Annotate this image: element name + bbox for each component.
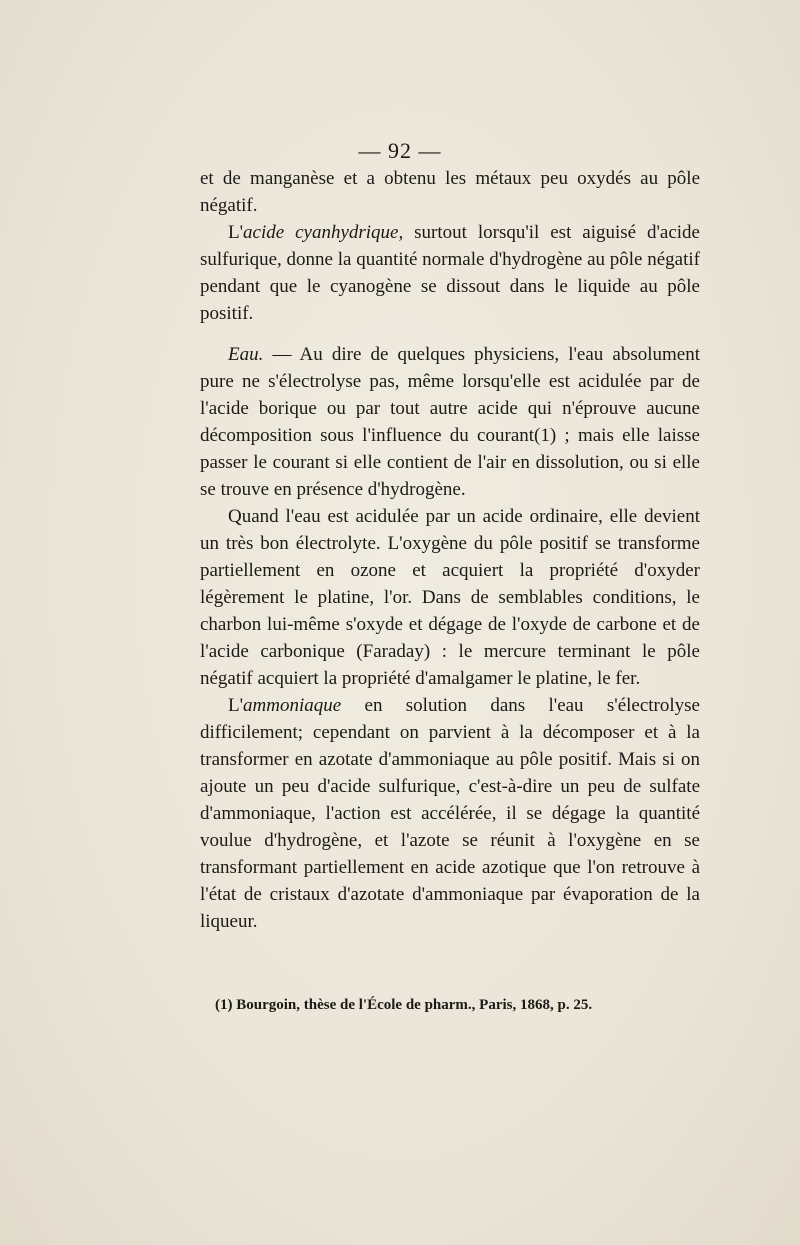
term-acide-cyanhydrique: acide cyanhydrique, [243, 222, 404, 243]
term-eau: Eau. [228, 344, 264, 365]
paragraph-text: surtout lorsqu'il est aiguisé d'acide sulfurique, donne la quantité normale d'hydrogène au pôle négatif pendant que le cyanogène se dissout dans le liquide au pôle positif. [200, 222, 700, 324]
paragraph-prefix: L' [228, 695, 244, 716]
paragraph-eau [200, 341, 700, 503]
term-ammoniaque: ammoniaque [243, 695, 342, 716]
body-text [200, 165, 700, 935]
paragraph-text: en solution dans l'eau s'électrolyse difficilement; cependant on parvient à la décomposer et à la transformer en azotate d'ammoniaque au pôle positif. Mais si on ajoute un peu d'acide sulfurique, c'est-à-dire un peu de sulfate d'ammoniaque, l'action est accélérée, il se dégage la quantité voulue d'hydrogène, et l'azote se réunit à l'oxygène en se transformant partiellement en acide azotique que l'on retrouve à l'état de cristaux d'azotate d'ammoniaque par évaporation de la liqueur. [200, 695, 700, 932]
paragraph-prefix: L' [228, 222, 244, 243]
page-number: — 92 — [358, 138, 442, 163]
paragraph-continuation: et de manganèse et a obtenu les métaux peu oxydés au pôle négatif. [200, 168, 700, 216]
paragraph-text: — Au dire de quelques physiciens, l'eau absolument pure ne s'électrolyse pas, même lorsqu'elle est acidulée par de l'acide borique ou par tout autre acide qui n'éprouve aucune décomposition sous l'influence du courant(1) ; mais elle laisse passer le courant si elle contient de l'air en dissolution, ou si elle se trouve en présence d'hydrogène. [200, 344, 700, 500]
paragraph-acide-cyanhydrique [200, 219, 700, 327]
paragraph-ammoniaque [200, 692, 700, 935]
paragraph-eau-acidulee: Quand l'eau est acidulée par un acide ordinaire, elle devient un très bon électrolyte. L'oxygène du pôle positif se transforme partiellement en ozone et acquiert la propriété d'oxyder légèrement le platine, l'or. Dans de semblables conditions, le charbon lui-même s'oxyde et dégage de l'oxyde de carbone et de l'acide carbonique (Faraday) : le mercure terminant le pôle négatif acquiert la propriété d'amalgamer le platine, le fer. [200, 506, 700, 689]
footnote: (1) Bourgoin, thèse de l'École de pharm., Paris, 1868, p. 25. [215, 997, 593, 1013]
